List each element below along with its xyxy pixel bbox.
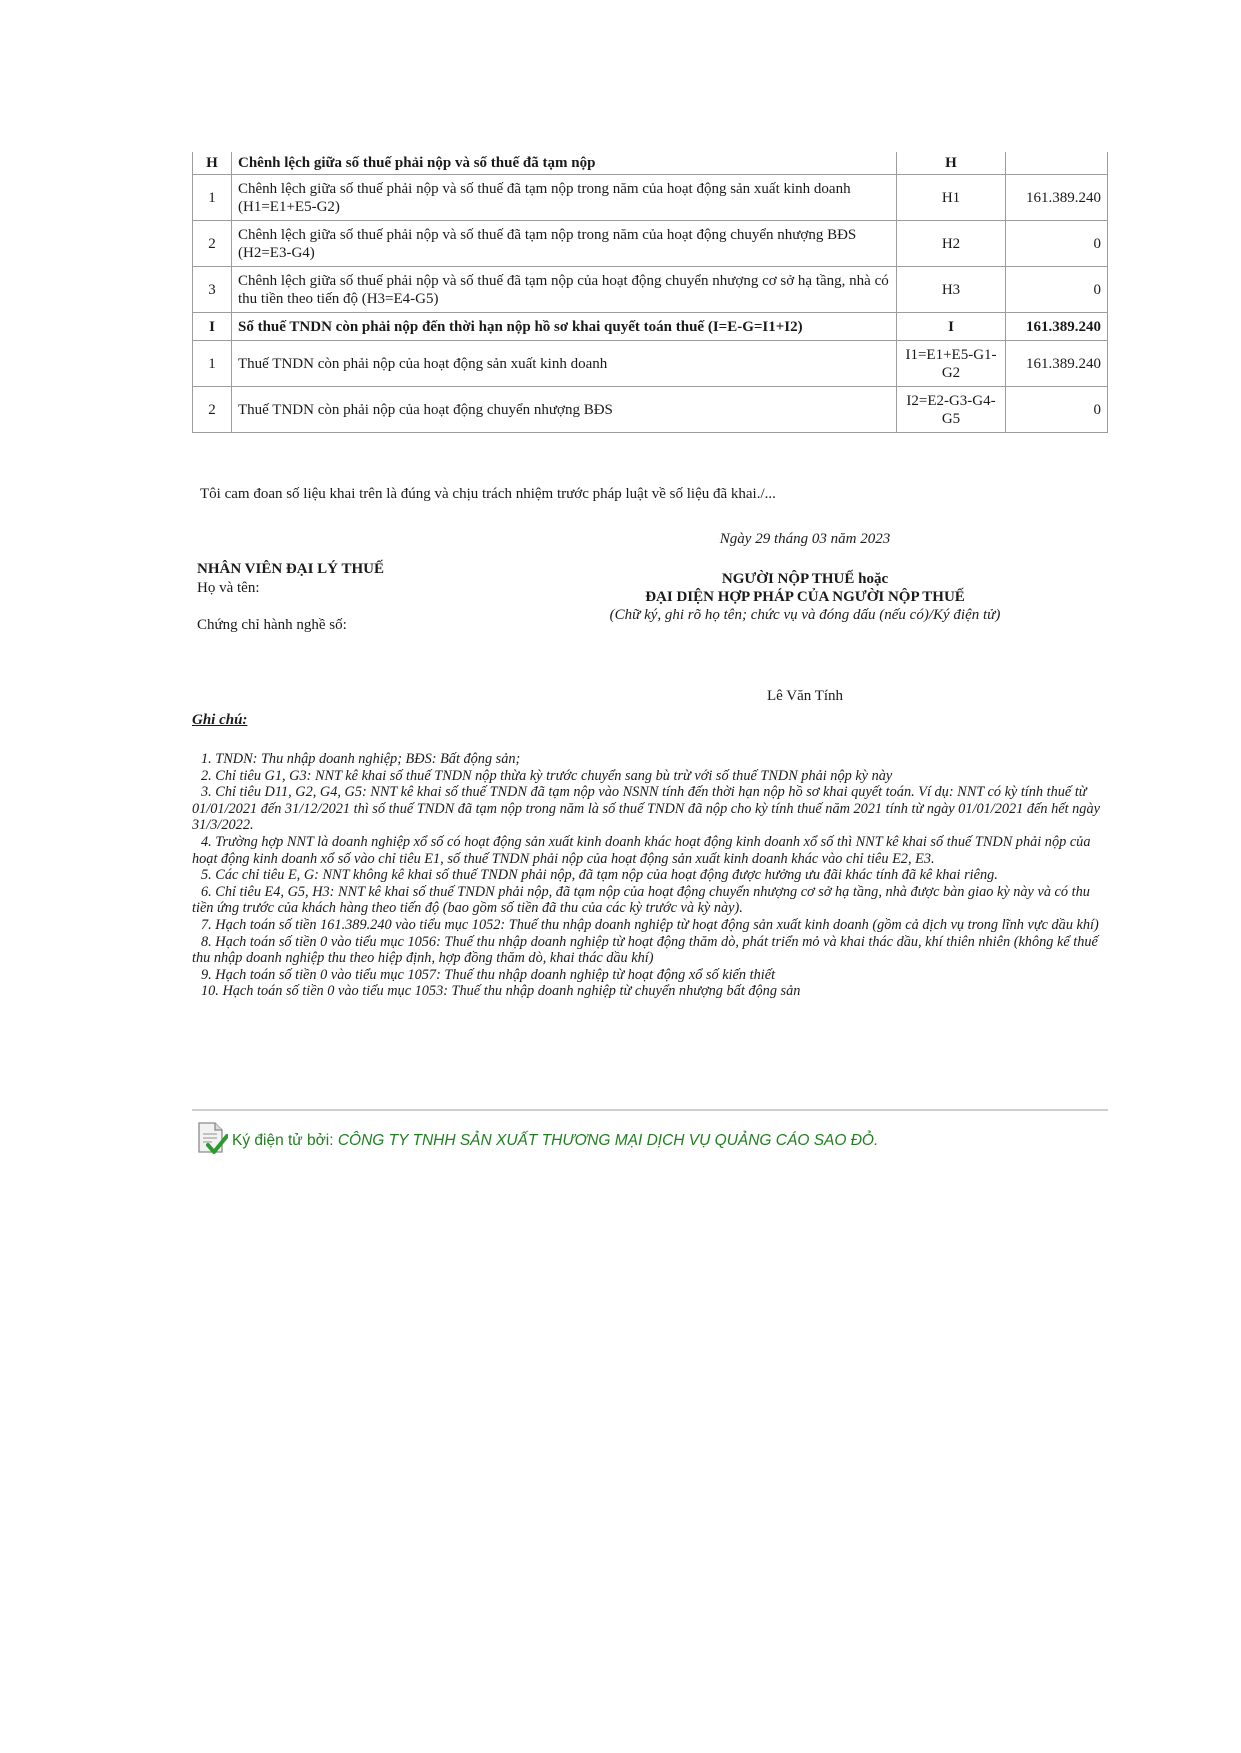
row-number-cell: 1 [193, 341, 232, 387]
signed-document-icon[interactable] [194, 1121, 228, 1160]
table-row [193, 341, 1108, 387]
row-code-cell: I2=E2-G3-G4-G5 [897, 387, 1006, 433]
row-code-cell: H1 [897, 175, 1006, 221]
agent-name-label: Họ và tên: [197, 580, 260, 596]
note-item: 7. Hạch toán số tiền 161.389.240 vào tiểu mục 1052: Thuế thu nhập doanh nghiệp từ hoạt động sản xuất kinh doanh (gồm cả dịch vụ trong lĩnh vực dầu khí) [201, 916, 1099, 933]
esign-label-group [232, 1132, 878, 1150]
divider [192, 1109, 1108, 1111]
row-value-cell: 0 [1006, 221, 1108, 267]
table-row [193, 221, 1108, 267]
tax-agent-block [197, 560, 384, 635]
notes-title: Ghi chú: [192, 712, 248, 728]
row-value-cell: 161.389.240 [1006, 175, 1108, 221]
row-description-cell: Chênh lệch giữa số thuế phải nộp và số thuế đã tạm nộp của hoạt động chuyển nhượng cơ sở hạ tầng, nhà có thu tiền theo tiến độ (H3=E4-G5) [232, 267, 897, 313]
signer-name: Lê Văn Tính [766, 688, 844, 704]
taxpayer-block [560, 570, 1050, 624]
row-code-cell: H2 [897, 221, 1006, 267]
row-code-cell: I [897, 313, 1006, 341]
declaration-text: Tôi cam đoan số liệu khai trên là đúng và chịu trách nhiệm trước pháp luật về số liệu đã khai./... [200, 486, 776, 502]
note-item: 5. Các chỉ tiêu E, G: NNT không kê khai số thuế TNDN phải nộp, đã tạm nộp của hoạt động được hưởng ưu đãi khác tính đã kê khai riêng. [201, 867, 998, 884]
row-description-cell: Chênh lệch giữa số thuế phải nộp và số thuế đã tạm nộp [232, 152, 897, 175]
table-row [193, 313, 1108, 341]
row-number-cell: 2 [193, 387, 232, 433]
taxpayer-representative-title: ĐẠI DIỆN HỢP PHÁP CỦA NGƯỜI NỘP THUẾ [645, 589, 965, 605]
row-number-cell: I [193, 313, 232, 341]
row-description-cell: Chênh lệch giữa số thuế phải nộp và số thuế đã tạm nộp trong năm của hoạt động sản xuất kinh doanh (H1=E1+E5-G2) [232, 175, 897, 221]
row-code-cell: H [897, 152, 1006, 175]
note-item: 4. Trường hợp NNT là doanh nghiệp xổ số có hoạt động sản xuất kinh doanh khác hoạt động kinh doanh xổ số thì NNT kê khai số thuế TNDN phải nộp của hoạt động kinh doanh xổ số vào chỉ tiêu E1, số thuế TNDN phải nộp của hoạt động sản xuất kinh doanh khác vào chỉ tiêu E2, E3. [192, 833, 1091, 867]
row-description-cell: Thuế TNDN còn phải nộp của hoạt động sản xuất kinh doanh [232, 341, 897, 387]
row-number-cell: H [193, 152, 232, 175]
note-item: 3. Chỉ tiêu D11, G2, G4, G5: NNT kê khai số thuế TNDN đã tạm nộp vào NSNN tính đến thời hạn nộp hồ sơ khai quyết toán. Ví dụ: NNT có kỳ tính thuế từ 01/01/2021 đến 31/12/2021 thì số thuế TNDN đã tạm nộp trong năm là số thuế TNDN đã nộp cho kỳ tính thuế năm 2021 tính từ ngày 01/01/2021 đến hết ngày 31/3/2022. [192, 784, 1100, 834]
row-description-cell: Số thuế TNDN còn phải nộp đến thời hạn nộp hồ sơ khai quyết toán thuế (I=E-G=I1+I2) [232, 313, 897, 341]
note-item: 10. Hạch toán số tiền 0 vào tiểu mục 1053: Thuế thu nhập doanh nghiệp từ chuyển nhượng bất động sản [201, 983, 801, 1000]
row-value-cell [1006, 152, 1108, 175]
esign-company: CÔNG TY TNHH SẢN XUẤT THƯƠNG MẠI DỊCH VỤ QUẢNG CÁO SAO ĐỎ. [337, 1131, 879, 1149]
note-item: 8. Hạch toán số tiền 0 vào tiểu mục 1056: Thuế thu nhập doanh nghiệp từ hoạt động thăm dò, phát triển mỏ và khai thác dầu, khí thiên nhiên (không kể thuế thu nhập doanh nghiệp thu theo hiệp định, hợp đồng thăm dò, khai thác dầu khí) [192, 933, 1098, 967]
row-value-cell: 161.389.240 [1006, 313, 1108, 341]
table-row [193, 387, 1108, 433]
note-item: 1. TNDN: Thu nhập doanh nghiệp; BĐS: Bất động sản; [201, 751, 521, 767]
date-line: Ngày 29 tháng 03 năm 2023 [719, 531, 891, 547]
row-number-cell: 1 [193, 175, 232, 221]
table-row [193, 175, 1108, 221]
note-item: 2. Chỉ tiêu G1, G3: NNT kê khai số thuế TNDN nộp thừa kỳ trước chuyển sang bù trừ với số thuế TNDN phải nộp kỳ này [201, 767, 893, 784]
note-item: 9. Hạch toán số tiền 0 vào tiểu mục 1057: Thuế thu nhập doanh nghiệp từ hoạt động xổ số kiến thiết [201, 966, 776, 983]
esign-label: Ký điện tử bởi: [232, 1131, 334, 1149]
taxpayer-title: NGƯỜI NỘP THUẾ hoặc [721, 571, 889, 587]
row-number-cell: 3 [193, 267, 232, 313]
notes-list [192, 751, 1108, 1000]
row-number-cell: 2 [193, 221, 232, 267]
table-row [193, 152, 1108, 175]
signature-instructions: (Chữ ký, ghi rõ họ tên; chức vụ và đóng dấu (nếu có)/Ký điện tử) [609, 607, 1001, 623]
row-description-cell: Chênh lệch giữa số thuế phải nộp và số thuế đã tạm nộp trong năm của hoạt động chuyển nhượng BĐS (H2=E3-G4) [232, 221, 897, 267]
agent-cert-label: Chứng chỉ hành nghề số: [197, 617, 347, 633]
row-code-cell: I1=E1+E5-G1-G2 [897, 341, 1006, 387]
row-description-cell: Thuế TNDN còn phải nộp của hoạt động chuyển nhượng BĐS [232, 387, 897, 433]
note-item: 6. Chỉ tiêu E4, G5, H3: NNT kê khai số thuế TNDN phải nộp, đã tạm nộp của hoạt động chuyển nhượng cơ sở hạ tầng, nhà được bàn giao kỳ này và có thu tiền ứng trước của khách hàng theo tiến độ (bao gồm số tiền đã thu của các kỳ trước và kỳ này). [192, 883, 1090, 917]
electronic-signature[interactable] [194, 1121, 878, 1160]
row-value-cell: 0 [1006, 387, 1108, 433]
row-value-cell: 161.389.240 [1006, 341, 1108, 387]
table-row [193, 267, 1108, 313]
row-value-cell: 0 [1006, 267, 1108, 313]
tax-table [192, 152, 1108, 433]
row-code-cell: H3 [897, 267, 1006, 313]
agent-title: NHÂN VIÊN ĐẠI LÝ THUẾ [197, 561, 384, 577]
